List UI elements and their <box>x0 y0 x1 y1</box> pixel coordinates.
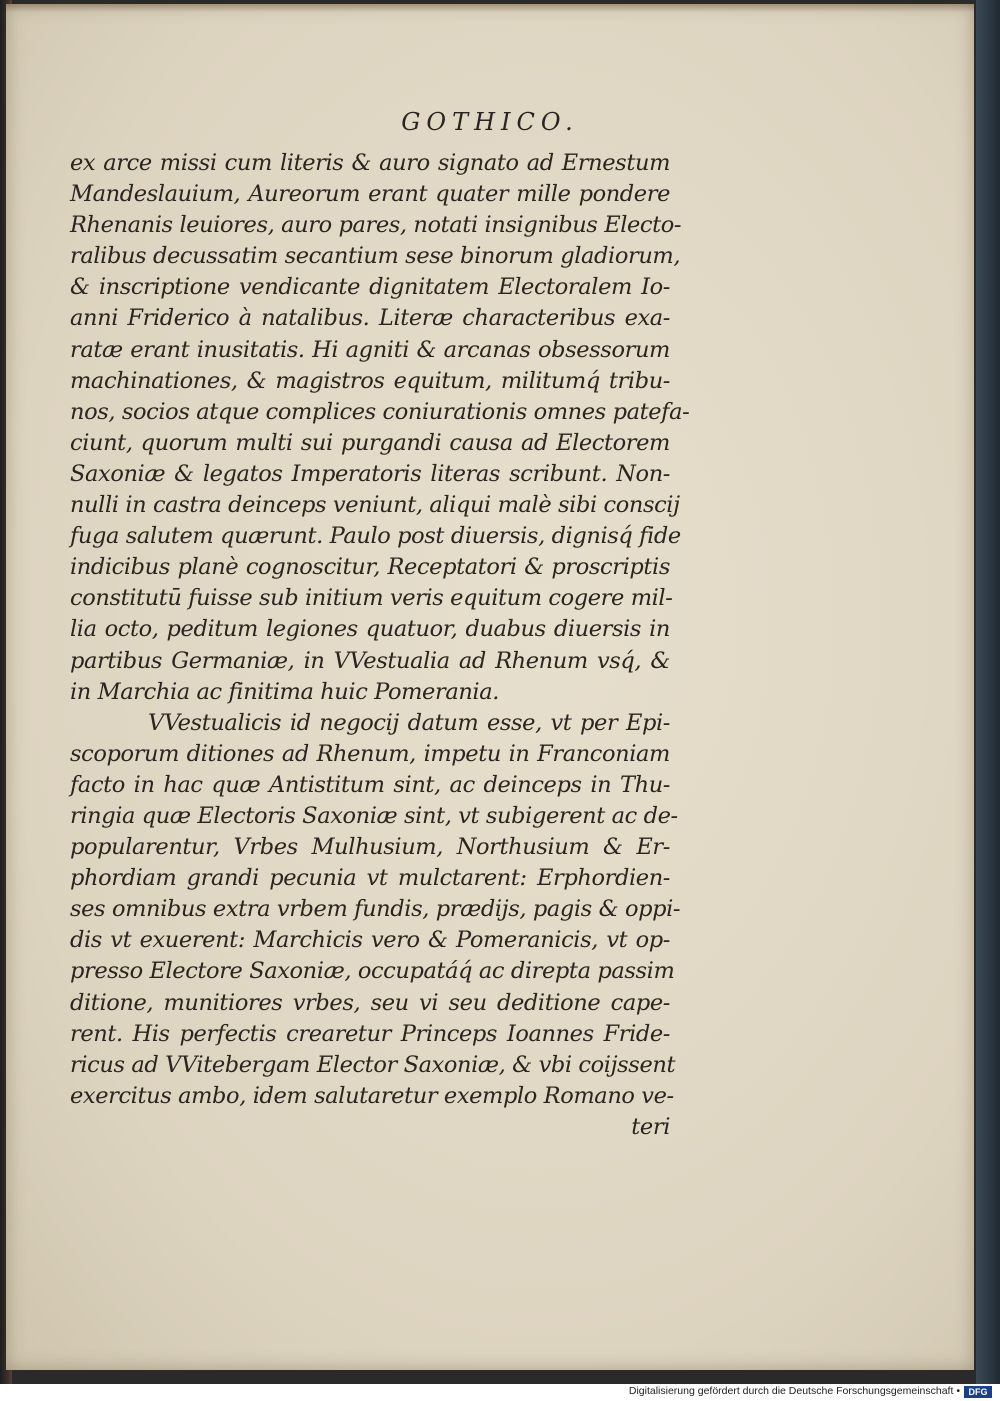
text-line: ringia quæ Electoris Saxoniæ sint, vt subigerent ac de- <box>70 802 678 829</box>
text-line: ratæ erant inusitatis. Hi agniti & arcanas obsessorum <box>70 336 670 363</box>
text-line: ricus ad VVitebergam Elector Saxoniæ, & vbi coijssent <box>70 1051 676 1078</box>
text-line: dis vt exuerent: Marchicis vero & Pomeranicis, vt op- <box>70 927 670 954</box>
text-line: & inscriptione vendicante dignitatem Electoralem Io- <box>70 274 670 301</box>
text-line: Mandeslauium, Aureorum erant quater mille pondere <box>70 181 670 208</box>
text-line: popularentur, Vrbes Mulhusium, Northusium & Er- <box>70 834 670 861</box>
text-line: Saxoniæ & legatos Imperatoris literas scribunt. Non- <box>70 460 670 487</box>
text-line: presso Electore Saxoniæ, occupatáq́ ac direpta passim <box>70 958 675 985</box>
text-line-paragraph-end: in Marchia ac finitima huic Pomerania. <box>70 678 499 705</box>
running-head: GOTHICO. <box>401 108 579 136</box>
text-line: ditione, munitiores vrbes, seu vi seu deditione cape- <box>70 989 670 1016</box>
text-line: lia octo, peditum legiones quatuor, duabus diuersis in <box>70 616 670 643</box>
text-line: phordiam grandi pecunia vt mulctarent: Erphordien- <box>70 865 670 892</box>
text-line: nos, socios atque complices coniurationis omnes patefa- <box>70 398 690 425</box>
text-line: fuga salutem quærunt. Paulo post diuersis, dignisq́ fide <box>70 523 681 550</box>
credit-text: Digitalisierung gefördert durch die Deutsche Forschungsgemeinschaft <box>628 1385 954 1397</box>
text-line: Rhenanis leuiores, auro pares, notati insignibus Electo- <box>70 212 682 239</box>
body-text <box>70 148 690 1143</box>
text-line-paragraph-start: VVestualicis id negocij datum esse, vt per Epi- <box>148 709 670 736</box>
text-line: rent. His perfectis crearetur Princeps Ioannes Fride- <box>70 1020 670 1047</box>
text-line: facto in hac quæ Antistitum sint, ac deinceps in Thu- <box>70 771 670 798</box>
text-line: anni Friderico à natalibus. Literæ characteribus exa- <box>70 305 670 332</box>
funding-credit <box>629 1385 960 1397</box>
text-line: indicibus planè cognoscitur, Receptatori & proscriptis <box>70 554 670 581</box>
text-line: constitutū fuisse sub initium veris equitum cogere mil- <box>70 585 673 612</box>
text-line: ralibus decussatim secantium sese binorum gladiorum, <box>70 243 681 270</box>
binding-right-edge <box>976 0 1000 1384</box>
text-line: scoporum ditiones ad Rhenum, impetu in Franconiam <box>70 740 670 767</box>
dfg-logo-icon[interactable]: DFG <box>964 1386 992 1398</box>
text-line: ses omnibus extra vrbem fundis, prædijs, pagis & oppi- <box>70 896 681 923</box>
text-line: ex arce missi cum literis & auro signato ad Ernestum <box>70 150 670 176</box>
catchword: teri <box>631 1113 670 1140</box>
text-line: ciunt, quorum multi sui purgandi causa ad Electorem <box>70 429 670 456</box>
text-line: nulli in castra deinceps veniunt, aliqui malè sibi conscij <box>70 492 680 519</box>
text-line: exercitus ambo, idem salutaretur exemplo Romano ve- <box>70 1082 674 1109</box>
credit-separator: • <box>956 1385 960 1397</box>
page-top-shadow <box>6 4 974 12</box>
book-page <box>6 4 974 1370</box>
text-line: partibus Germaniæ, in VVestualia ad Rhenum vsq́, & <box>70 647 670 674</box>
text-line: machinationes, & magistros equitum, militumq́ tribu- <box>70 367 670 394</box>
